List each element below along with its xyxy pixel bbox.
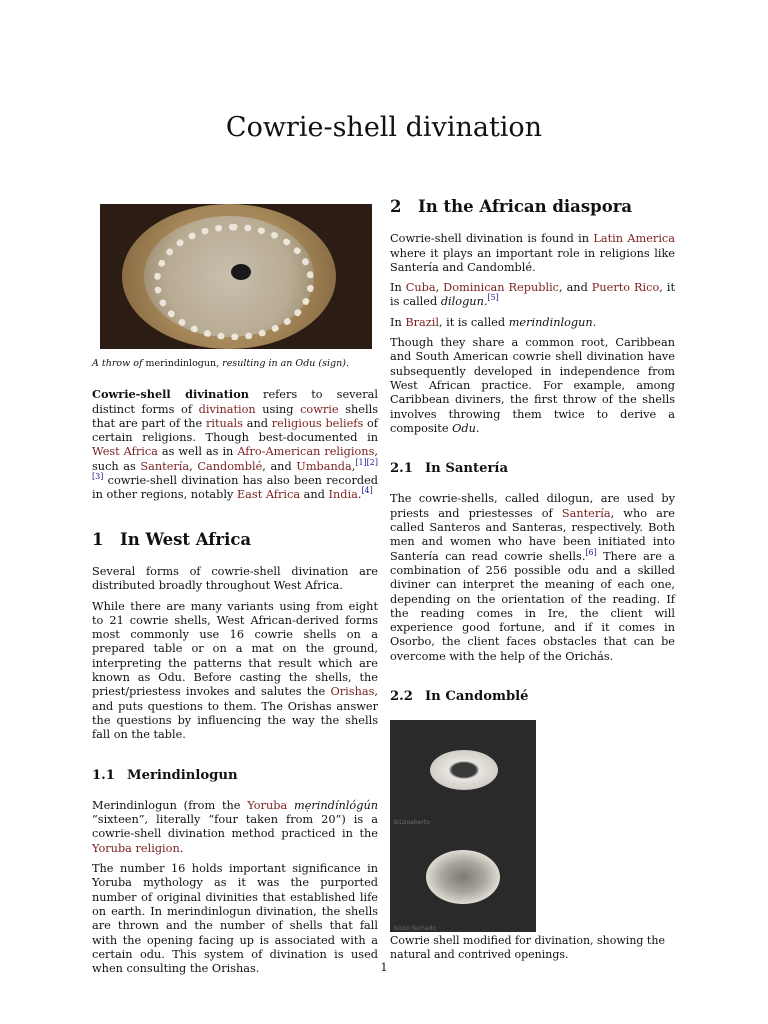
paragraph: Cowrie-shell divination is found in Latin America where it plays an important role in religions like Santería and Candomblé. <box>390 232 675 274</box>
watermark-label: búzioaberto <box>394 819 430 827</box>
link-santeria[interactable]: Santería <box>140 459 190 473</box>
link-east-africa[interactable]: East Africa <box>236 488 301 502</box>
reference-link[interactable]: [4] <box>361 486 373 496</box>
link-dominican-republic[interactable]: Dominican Republic <box>443 281 560 295</box>
page-title: Cowrie-shell divination <box>225 112 543 143</box>
figure-caption: Cowrie shell modified for divination, showing the natural and contrived openings. <box>390 934 665 962</box>
paragraph: In Cuba, Dominican Republic, and Puerto Rico, it is called dilogun.[5] <box>390 281 675 309</box>
link-candomble[interactable]: Candomblé <box>197 459 263 473</box>
shell-contrived-opening <box>426 850 500 904</box>
link-latin-america[interactable]: Latin America <box>593 232 675 246</box>
link-rituals[interactable]: rituals <box>205 416 243 430</box>
link-yoruba[interactable]: Yoruba <box>247 798 288 812</box>
link-umbanda[interactable]: Umbanda <box>296 459 352 473</box>
watermark-label: búzio fechado <box>394 925 437 933</box>
cowrie-throw-image <box>100 204 372 349</box>
subsection-heading: 2.2 In Candomblé <box>390 689 529 705</box>
page-number: 1 <box>380 961 388 974</box>
link-cowrie[interactable]: cowrie <box>300 402 339 416</box>
shell-natural-opening <box>430 750 498 790</box>
paragraph: Merindinlogun (from the Yoruba mẹrindínlógún “sixteen”, literally “four taken from 20”) is a cowrie-shell divination method practiced in the Yoruba religion. <box>92 798 379 855</box>
subsection-heading: 2.1 In Santería <box>390 461 508 477</box>
cowrie-shell-image <box>390 720 536 932</box>
section-heading: 1 In West Africa <box>92 529 252 549</box>
link-religious-beliefs[interactable]: religious beliefs <box>271 416 364 430</box>
subsection-heading: 1.1 Merindinlogun <box>92 767 238 783</box>
center-stone <box>231 264 251 280</box>
right-column <box>390 197 675 962</box>
cowrie-shell-ring <box>154 224 314 340</box>
figure-caption: A throw of merindinlogun, resulting in an Odu (sign). <box>92 358 349 369</box>
paragraph: Several forms of cowrie-shell divination are distributed broadly throughout West Africa. <box>92 564 378 593</box>
reference-link[interactable]: [6] <box>585 547 597 557</box>
link-west-africa[interactable]: West Africa <box>92 445 158 459</box>
link-santeria[interactable]: Santería <box>561 506 611 520</box>
section-heading: 2 In the African diaspora <box>390 197 633 216</box>
intro-paragraph: Cowrie-shell divination refers to several distinct forms of divination using cowrie shells that are part of the rituals and religious beliefs of certain religions. Though best-documented in West Africa as well as in Afro-American religions, such as Santería, Candomblé, and Umbanda,[1][2][3] cowrie-shell divination has also been recorded in other regions, notably East Africa and India.[4] <box>92 387 379 502</box>
link-puerto-rico[interactable]: Puerto Rico <box>591 281 660 295</box>
link-orishas[interactable]: Orishas <box>330 685 375 699</box>
paragraph: Though they share a common root, Caribbean and South American cowrie shell divination have subsequently developed in independence from West African practice. For example, among Caribbean diviners, the first throw of the shells involves throwing them twice to derive a composite Odu. <box>390 336 675 435</box>
link-yoruba-religion[interactable]: Yoruba religion <box>92 841 180 855</box>
link-cuba[interactable]: Cuba <box>405 281 436 295</box>
link-divination[interactable]: divination <box>198 402 256 416</box>
link-brazil[interactable]: Brazil <box>405 315 439 329</box>
reference-link[interactable]: [5] <box>487 293 499 303</box>
reference-links[interactable]: [1][2][3] <box>92 458 379 482</box>
link-india[interactable]: India <box>328 488 358 502</box>
paragraph: In Brazil, it is called merindinlogun. <box>390 315 597 329</box>
paragraph: While there are many variants using from eight to 21 cowrie shells, West African-derived forms most commonly use 16 cowrie shells on a prepared table or on a mat on the ground, interpreting the patterns that result which are known as Odu. Before casting the shells, the priest/priestess invokes and salutes the Orishas, and puts questions to them. The Orishas answer the questions by influencing the way the shells fall on the table. <box>92 599 378 742</box>
paragraph: The number 16 holds important significance in Yoruba mythology as it was the purported number of original divinities that established life on earth. In merindinlogun divination, the shells are thrown and the number of shells that fall with the opening facing up is associated with a certain odu. This system of divination is used when consulting the Orishas. <box>92 862 378 976</box>
paragraph: The cowrie-shells, called dilogun, are used by priests and priestesses of Santería, who are called Santeros and Santeras, respectively. Both men and women who have been initiated into Santería can read cowrie shells.[6] There are a combination of 256 possible odu and a skilled diviner can interpret the meaning of each one, depending on the orientation of the reading. If the reading comes in Ire, the client will experience good fortune, and if it comes in Osorbo, the client faces obstacles that can be overcome with the help of the Orichás. <box>390 492 675 663</box>
left-column <box>92 200 378 982</box>
link-afro-american-religions[interactable]: Afro-American religions <box>237 445 375 459</box>
